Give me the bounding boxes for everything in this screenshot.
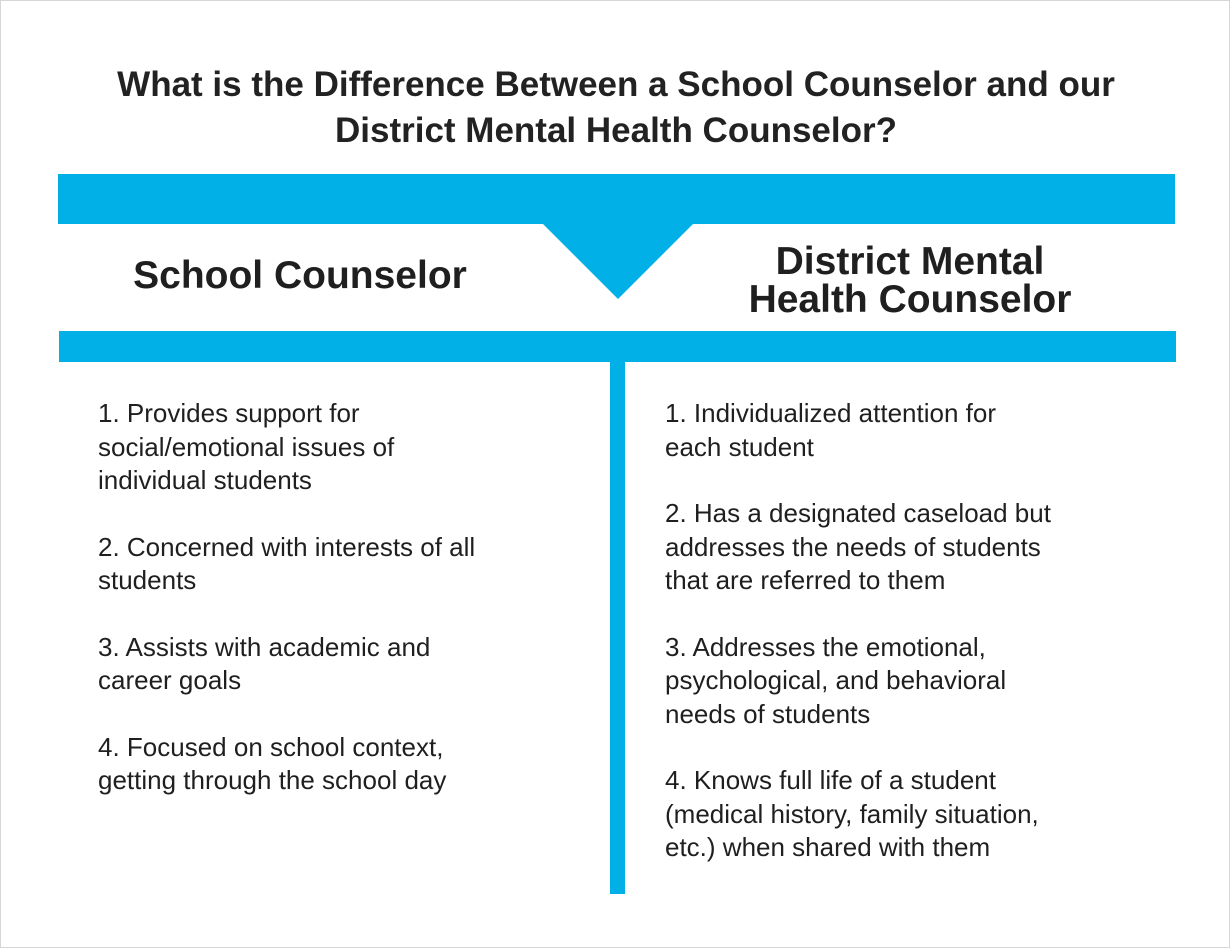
school-counselor-list	[98, 397, 568, 831]
list-item: 2. Has a designated caseload but addresses the needs of students that are referred to them	[665, 498, 1051, 595]
page-title: What is the Difference Between a School Counselor and our District Mental Health Counselor?	[117, 65, 1115, 150]
center-notch-triangle	[542, 223, 694, 299]
district-counselor-list	[665, 397, 1155, 898]
list-item: 4. Knows full life of a student (medical history, family situation, etc.) when shared with them	[665, 765, 1039, 862]
district-counselor-heading: District Mental Health Counselor	[748, 240, 1072, 321]
school-counselor-heading: School Counselor	[133, 254, 467, 297]
list-item: 4. Focused on school context, getting through the school day	[98, 731, 447, 795]
column-divider	[610, 362, 625, 894]
top-accent-band	[58, 174, 1175, 224]
list-item: 3. Addresses the emotional, psychological, and behavioral needs of students	[665, 631, 1007, 729]
list-item: 2. Concerned with interests of all students	[98, 531, 476, 595]
list-item: 1. Individualized attention for each student	[665, 398, 996, 462]
list-item: 1. Provides support for social/emotional issues of individual students	[98, 398, 395, 495]
bottom-accent-band	[59, 331, 1176, 362]
list-item: 3. Assists with academic and career goals	[98, 631, 431, 695]
